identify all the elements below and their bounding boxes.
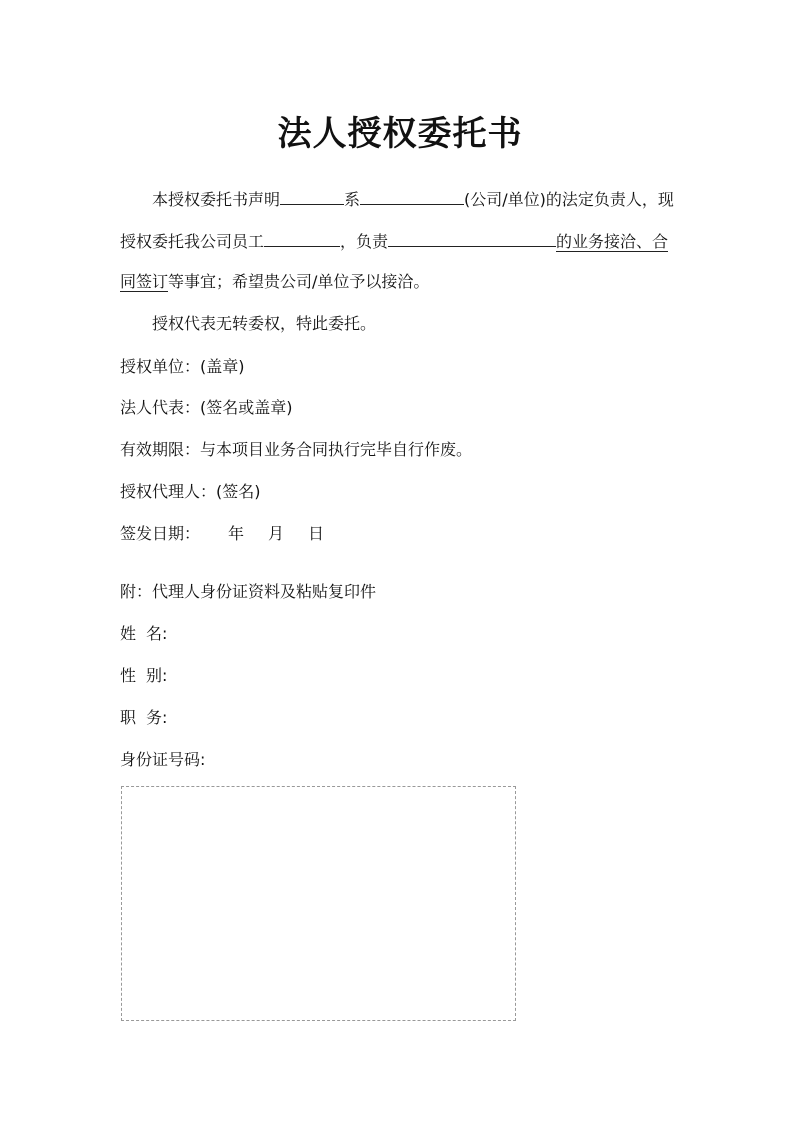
issue-date-field — [120, 523, 324, 545]
responsibility-blank[interactable] — [388, 230, 556, 247]
validity-field: 有效期限：与本项目业务合同执行完毕自行作废。 — [120, 440, 473, 459]
no-delegation-line — [120, 313, 376, 335]
legal-person-blank[interactable] — [280, 188, 344, 205]
position-label-b: 务: — [146, 708, 168, 727]
name-label-a: 姓 — [120, 624, 137, 643]
gender-label-b: 别: — [146, 666, 168, 685]
declaration-line-2 — [120, 230, 668, 253]
legal-representative-field: 法人代表：(签名或盖章) — [120, 398, 293, 417]
position-field — [120, 707, 167, 729]
authorizing-unit-field: 授权单位：(盖章) — [120, 357, 245, 376]
document-title: 法人授权委托书 — [277, 114, 523, 154]
declaration-text: 授权委托我公司员工 — [120, 232, 265, 251]
declaration-text: 本授权委托书声明 — [152, 190, 281, 209]
position-label-a: 职 — [120, 708, 137, 727]
id-copy-paste-area — [121, 786, 516, 1021]
year-label: 年 — [228, 524, 245, 543]
name-field — [120, 623, 167, 645]
attachment-heading: 附：代理人身份证资料及粘贴复印件 — [120, 582, 377, 601]
issue-date-label: 签发日期： — [120, 524, 201, 543]
declaration-text: 同签订 — [120, 272, 169, 291]
declaration-line-3 — [120, 271, 429, 293]
name-label-b: 名: — [146, 624, 168, 643]
no-delegation-text: 授权代表无转委权，特此委托。 — [152, 314, 377, 333]
company-blank[interactable] — [360, 188, 464, 205]
day-label: 日 — [308, 524, 325, 543]
declaration-text: (公司/单位)的法定负责人，现 — [464, 190, 674, 209]
declaration-line-1 — [120, 188, 674, 211]
gender-field — [120, 665, 167, 687]
declaration-text: 的业务接洽、合 — [556, 232, 669, 251]
month-label: 月 — [268, 524, 285, 543]
employee-blank[interactable] — [264, 230, 340, 247]
declaration-text: 等事宜；希望贵公司/单位予以接洽。 — [168, 272, 430, 291]
declaration-text: 系 — [344, 190, 361, 209]
authorized-agent-field: 授权代理人：(签名) — [120, 482, 261, 501]
gender-label-a: 性 — [120, 666, 137, 685]
declaration-text: ，负责 — [340, 232, 389, 251]
id-number-field: 身份证号码: — [120, 750, 206, 769]
